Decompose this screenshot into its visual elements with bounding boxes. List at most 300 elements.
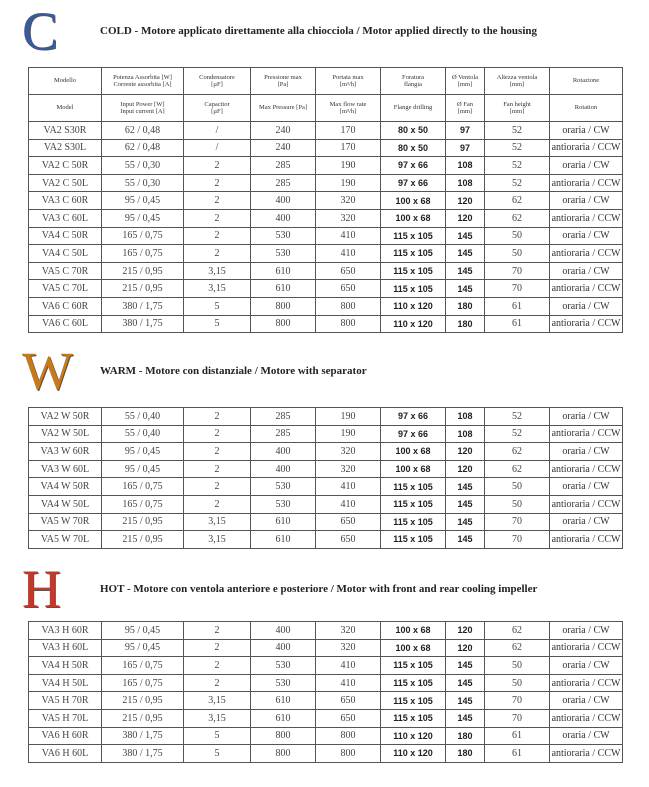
cell-fan-height: 61 [485, 745, 550, 763]
cell-max-pressure: 400 [251, 639, 316, 657]
table-row [29, 478, 623, 496]
cell-power-current: 215 / 0,95 [102, 709, 184, 727]
cell-fan-diameter: 145 [446, 692, 485, 710]
cell-max-flow: 650 [316, 531, 381, 549]
cell-model: VA4 H 50L [29, 674, 102, 692]
cell-flange-drilling: 97 x 66 [381, 425, 446, 443]
cell-max-pressure: 400 [251, 443, 316, 461]
cell-max-pressure: 530 [251, 227, 316, 245]
cell-power-current: 165 / 0,75 [102, 245, 184, 263]
header-flange-drilling: Flange drilling [381, 95, 446, 122]
cell-fan-height: 62 [485, 460, 550, 478]
header-model: Model [29, 95, 102, 122]
cell-max-flow: 190 [316, 174, 381, 192]
cell-fan-diameter: 108 [446, 174, 485, 192]
cell-flange-drilling: 100 x 68 [381, 443, 446, 461]
cell-power-current: 165 / 0,75 [102, 478, 184, 496]
cell-max-flow: 650 [316, 280, 381, 298]
cell-power-current: 165 / 0,75 [102, 227, 184, 245]
cell-max-flow: 650 [316, 262, 381, 280]
cell-power-current: 165 / 0,75 [102, 674, 184, 692]
cell-max-flow: 320 [316, 443, 381, 461]
header-capacitor: Capacitor [µF] [184, 95, 251, 122]
table-row [29, 657, 623, 675]
cell-max-pressure: 400 [251, 209, 316, 227]
cell-power-current: 95 / 0,45 [102, 639, 184, 657]
cell-max-pressure: 240 [251, 139, 316, 157]
cell-power-current: 165 / 0,75 [102, 495, 184, 513]
cell-rotation: antioraria / CCW [550, 531, 623, 549]
cell-max-flow: 410 [316, 227, 381, 245]
cell-fan-height: 50 [485, 478, 550, 496]
header-max-pressure: Pressione max [Pa] [251, 68, 316, 95]
cell-power-current: 95 / 0,45 [102, 443, 184, 461]
cell-fan-height: 70 [485, 709, 550, 727]
table-row [29, 408, 623, 426]
table-row [29, 297, 623, 315]
cell-flange-drilling: 100 x 68 [381, 460, 446, 478]
cell-max-pressure: 240 [251, 122, 316, 140]
cell-fan-diameter: 145 [446, 531, 485, 549]
cell-capacitor: 3,15 [184, 709, 251, 727]
cell-capacitor: 2 [184, 443, 251, 461]
cell-rotation: oraria / CW [550, 727, 623, 745]
cell-power-current: 55 / 0,40 [102, 425, 184, 443]
cell-flange-drilling: 100 x 68 [381, 622, 446, 640]
cell-fan-diameter: 145 [446, 513, 485, 531]
cell-fan-diameter: 145 [446, 245, 485, 263]
table-row [29, 513, 623, 531]
cell-power-current: 215 / 0,95 [102, 280, 184, 298]
cell-power-current: 55 / 0,30 [102, 157, 184, 175]
header-fan-height: Altezza ventola [mm] [485, 68, 550, 95]
cell-model: VA6 C 60L [29, 315, 102, 333]
cell-capacitor: / [184, 139, 251, 157]
cell-max-pressure: 610 [251, 513, 316, 531]
cell-fan-height: 61 [485, 297, 550, 315]
cell-rotation: antioraria / CCW [550, 495, 623, 513]
header-rotation: Rotazione [550, 68, 623, 95]
section-title: WARM - Motore con distanziale / Motore with separator [100, 365, 367, 377]
cell-fan-height: 70 [485, 513, 550, 531]
table-row [29, 622, 623, 640]
cell-max-pressure: 800 [251, 297, 316, 315]
table-row [29, 157, 623, 175]
cell-capacitor: 3,15 [184, 692, 251, 710]
cell-flange-drilling: 80 x 50 [381, 139, 446, 157]
cell-power-current: 215 / 0,95 [102, 531, 184, 549]
cell-fan-height: 62 [485, 192, 550, 210]
cell-capacitor: 2 [184, 674, 251, 692]
table-row [29, 674, 623, 692]
cell-model: VA4 C 50L [29, 245, 102, 263]
table-row [29, 209, 623, 227]
cell-model: VA6 H 60R [29, 727, 102, 745]
cell-rotation: antioraria / CCW [550, 709, 623, 727]
cell-flange-drilling: 115 x 105 [381, 657, 446, 675]
table-row [29, 315, 623, 333]
header-row-it [29, 68, 623, 95]
cell-fan-diameter: 145 [446, 709, 485, 727]
cell-fan-height: 50 [485, 674, 550, 692]
cell-max-pressure: 610 [251, 709, 316, 727]
header-fan-height: Fan height [mm] [485, 95, 550, 122]
cell-power-current: 55 / 0,40 [102, 408, 184, 426]
table-row [29, 727, 623, 745]
header-max-pressure: Max Pressure [Pa] [251, 95, 316, 122]
cell-model: VA2 W 50L [29, 425, 102, 443]
cell-capacitor: / [184, 122, 251, 140]
cell-fan-height: 52 [485, 157, 550, 175]
cell-fan-diameter: 145 [446, 495, 485, 513]
cell-power-current: 380 / 1,75 [102, 727, 184, 745]
section-letter: C [22, 1, 59, 61]
cell-capacitor: 3,15 [184, 531, 251, 549]
cell-power-current: 215 / 0,95 [102, 262, 184, 280]
cell-rotation: antioraria / CCW [550, 280, 623, 298]
cell-capacitor: 3,15 [184, 280, 251, 298]
cell-power-current: 62 / 0,48 [102, 139, 184, 157]
cell-fan-diameter: 108 [446, 157, 485, 175]
header-fan-diameter: Ø Ventola [mm] [446, 68, 485, 95]
cell-power-current: 380 / 1,75 [102, 297, 184, 315]
cell-power-current: 55 / 0,30 [102, 174, 184, 192]
cell-flange-drilling: 97 x 66 [381, 174, 446, 192]
cell-max-pressure: 530 [251, 478, 316, 496]
cell-rotation: oraria / CW [550, 262, 623, 280]
cell-model: VA5 C 70L [29, 280, 102, 298]
table-row [29, 245, 623, 263]
table-warm [28, 407, 623, 549]
cell-fan-diameter: 120 [446, 192, 485, 210]
cell-capacitor: 2 [184, 245, 251, 263]
cell-fan-height: 50 [485, 495, 550, 513]
table-row [29, 192, 623, 210]
cell-capacitor: 2 [184, 174, 251, 192]
cell-fan-diameter: 180 [446, 297, 485, 315]
cell-power-current: 165 / 0,75 [102, 657, 184, 675]
cell-max-flow: 410 [316, 495, 381, 513]
cell-capacitor: 2 [184, 622, 251, 640]
cell-max-pressure: 530 [251, 657, 316, 675]
cell-flange-drilling: 115 x 105 [381, 478, 446, 496]
cell-model: VA2 S30L [29, 139, 102, 157]
table-hot [28, 621, 623, 763]
cell-model: VA2 W 50R [29, 408, 102, 426]
cell-max-pressure: 400 [251, 622, 316, 640]
cell-flange-drilling: 110 x 120 [381, 727, 446, 745]
cell-rotation: antioraria / CCW [550, 315, 623, 333]
cell-model: VA2 C 50L [29, 174, 102, 192]
table-row [29, 262, 623, 280]
cell-rotation: antioraria / CCW [550, 139, 623, 157]
cell-capacitor: 2 [184, 408, 251, 426]
header-fan-diameter: Ø Fan [mm] [446, 95, 485, 122]
section-warm-header [22, 341, 367, 401]
cell-rotation: oraria / CW [550, 443, 623, 461]
table-row [29, 495, 623, 513]
cell-rotation: oraria / CW [550, 408, 623, 426]
cell-flange-drilling: 115 x 105 [381, 531, 446, 549]
cell-capacitor: 2 [184, 460, 251, 478]
cell-model: VA3 H 60R [29, 622, 102, 640]
cell-rotation: oraria / CW [550, 122, 623, 140]
cell-fan-height: 70 [485, 280, 550, 298]
cell-max-pressure: 285 [251, 157, 316, 175]
cell-max-flow: 190 [316, 425, 381, 443]
cell-max-flow: 410 [316, 478, 381, 496]
cell-power-current: 215 / 0,95 [102, 692, 184, 710]
cell-max-flow: 800 [316, 315, 381, 333]
header-rotation: Rotation [550, 95, 623, 122]
cell-max-pressure: 285 [251, 174, 316, 192]
cell-fan-height: 62 [485, 209, 550, 227]
cell-fan-diameter: 108 [446, 425, 485, 443]
cell-fan-diameter: 97 [446, 122, 485, 140]
cell-power-current: 380 / 1,75 [102, 315, 184, 333]
cell-max-flow: 650 [316, 692, 381, 710]
cell-max-flow: 320 [316, 192, 381, 210]
cell-max-flow: 800 [316, 727, 381, 745]
cell-fan-diameter: 120 [446, 209, 485, 227]
cell-model: VA6 C 60R [29, 297, 102, 315]
cell-flange-drilling: 100 x 68 [381, 192, 446, 210]
cell-fan-height: 50 [485, 245, 550, 263]
section-hot-header [22, 559, 538, 619]
cell-capacitor: 2 [184, 227, 251, 245]
cell-fan-diameter: 120 [446, 443, 485, 461]
cell-power-current: 95 / 0,45 [102, 460, 184, 478]
cell-capacitor: 5 [184, 297, 251, 315]
cell-max-pressure: 610 [251, 692, 316, 710]
table-row [29, 443, 623, 461]
cell-flange-drilling: 80 x 50 [381, 122, 446, 140]
cell-model: VA2 C 50R [29, 157, 102, 175]
cell-max-flow: 800 [316, 297, 381, 315]
cell-rotation: oraria / CW [550, 622, 623, 640]
cell-fan-diameter: 108 [446, 408, 485, 426]
cell-flange-drilling: 97 x 66 [381, 157, 446, 175]
cell-max-pressure: 610 [251, 262, 316, 280]
cell-max-flow: 320 [316, 622, 381, 640]
header-power-current: Potenza Assorbita [W] Corrente assorbita [A] [102, 68, 184, 95]
cell-rotation: oraria / CW [550, 657, 623, 675]
cell-max-flow: 320 [316, 209, 381, 227]
cell-capacitor: 2 [184, 209, 251, 227]
cell-flange-drilling: 115 x 105 [381, 674, 446, 692]
cell-rotation: antioraria / CCW [550, 209, 623, 227]
table-row [29, 227, 623, 245]
cell-fan-diameter: 120 [446, 460, 485, 478]
cell-model: VA5 W 70L [29, 531, 102, 549]
header-row-en [29, 95, 623, 122]
cell-power-current: 215 / 0,95 [102, 513, 184, 531]
cell-flange-drilling: 100 x 68 [381, 209, 446, 227]
cell-power-current: 95 / 0,45 [102, 192, 184, 210]
table-row [29, 174, 623, 192]
header-power-current: Input Power [W] Input current [A] [102, 95, 184, 122]
cell-capacitor: 2 [184, 425, 251, 443]
cell-power-current: 380 / 1,75 [102, 745, 184, 763]
cell-capacitor: 5 [184, 727, 251, 745]
cell-fan-height: 61 [485, 315, 550, 333]
cell-power-current: 95 / 0,45 [102, 209, 184, 227]
table-row [29, 280, 623, 298]
cell-capacitor: 2 [184, 192, 251, 210]
table-row [29, 425, 623, 443]
cell-model: VA5 H 70R [29, 692, 102, 710]
cell-power-current: 95 / 0,45 [102, 622, 184, 640]
cell-flange-drilling: 110 x 120 [381, 315, 446, 333]
cell-capacitor: 3,15 [184, 262, 251, 280]
cell-rotation: oraria / CW [550, 157, 623, 175]
cell-max-pressure: 610 [251, 531, 316, 549]
cell-max-flow: 170 [316, 122, 381, 140]
cell-model: VA3 H 60L [29, 639, 102, 657]
cell-flange-drilling: 115 x 105 [381, 495, 446, 513]
cell-max-flow: 190 [316, 157, 381, 175]
cell-rotation: oraria / CW [550, 692, 623, 710]
cell-fan-diameter: 120 [446, 622, 485, 640]
cell-flange-drilling: 115 x 105 [381, 692, 446, 710]
cell-rotation: antioraria / CCW [550, 674, 623, 692]
cell-power-current: 62 / 0,48 [102, 122, 184, 140]
cell-fan-diameter: 145 [446, 280, 485, 298]
cell-max-pressure: 530 [251, 495, 316, 513]
cell-model: VA2 S30R [29, 122, 102, 140]
cell-model: VA3 C 60L [29, 209, 102, 227]
cell-max-pressure: 400 [251, 460, 316, 478]
cell-max-pressure: 530 [251, 245, 316, 263]
cell-fan-height: 62 [485, 639, 550, 657]
cell-flange-drilling: 115 x 105 [381, 280, 446, 298]
cell-max-pressure: 800 [251, 315, 316, 333]
cell-flange-drilling: 100 x 68 [381, 639, 446, 657]
cell-model: VA4 C 50R [29, 227, 102, 245]
table-row [29, 692, 623, 710]
cell-flange-drilling: 115 x 105 [381, 513, 446, 531]
cell-model: VA5 H 70L [29, 709, 102, 727]
cell-max-flow: 320 [316, 460, 381, 478]
cell-fan-diameter: 145 [446, 657, 485, 675]
cell-rotation: antioraria / CCW [550, 639, 623, 657]
cell-fan-height: 52 [485, 408, 550, 426]
cell-model: VA3 W 60R [29, 443, 102, 461]
cell-fan-height: 52 [485, 139, 550, 157]
cell-flange-drilling: 115 x 105 [381, 227, 446, 245]
cell-model: VA4 W 50R [29, 478, 102, 496]
cell-capacitor: 5 [184, 315, 251, 333]
cell-max-pressure: 800 [251, 727, 316, 745]
cell-model: VA4 W 50L [29, 495, 102, 513]
table-cold [28, 67, 623, 333]
cell-flange-drilling: 97 x 66 [381, 408, 446, 426]
cell-model: VA3 C 60R [29, 192, 102, 210]
cell-rotation: oraria / CW [550, 297, 623, 315]
cell-max-flow: 320 [316, 639, 381, 657]
header-capacitor: Condensatore [µF] [184, 68, 251, 95]
cell-fan-height: 62 [485, 443, 550, 461]
cell-max-flow: 650 [316, 513, 381, 531]
cell-flange-drilling: 115 x 105 [381, 262, 446, 280]
cell-fan-height: 70 [485, 692, 550, 710]
cell-max-pressure: 400 [251, 192, 316, 210]
cell-capacitor: 2 [184, 639, 251, 657]
cell-max-pressure: 285 [251, 425, 316, 443]
cell-capacitor: 2 [184, 657, 251, 675]
cell-max-pressure: 530 [251, 674, 316, 692]
cell-max-flow: 410 [316, 674, 381, 692]
cell-fan-diameter: 145 [446, 262, 485, 280]
cell-max-pressure: 610 [251, 280, 316, 298]
header-flange-drilling: Foratura flangia [381, 68, 446, 95]
cell-flange-drilling: 115 x 105 [381, 709, 446, 727]
cell-max-flow: 410 [316, 245, 381, 263]
cell-fan-height: 52 [485, 174, 550, 192]
cell-max-flow: 170 [316, 139, 381, 157]
cell-fan-diameter: 180 [446, 745, 485, 763]
table-row [29, 531, 623, 549]
cell-fan-diameter: 180 [446, 727, 485, 745]
cell-model: VA5 C 70R [29, 262, 102, 280]
cell-rotation: antioraria / CCW [550, 460, 623, 478]
cell-fan-height: 52 [485, 425, 550, 443]
cell-rotation: oraria / CW [550, 227, 623, 245]
cell-fan-height: 62 [485, 622, 550, 640]
cell-fan-height: 50 [485, 657, 550, 675]
cell-rotation: antioraria / CCW [550, 245, 623, 263]
cell-max-pressure: 285 [251, 408, 316, 426]
cell-capacitor: 3,15 [184, 513, 251, 531]
cell-rotation: oraria / CW [550, 478, 623, 496]
cell-max-flow: 190 [316, 408, 381, 426]
table-row [29, 709, 623, 727]
cell-fan-diameter: 145 [446, 674, 485, 692]
cell-fan-height: 50 [485, 227, 550, 245]
cell-fan-diameter: 145 [446, 227, 485, 245]
cell-fan-diameter: 97 [446, 139, 485, 157]
cell-fan-diameter: 180 [446, 315, 485, 333]
cell-flange-drilling: 110 x 120 [381, 745, 446, 763]
cell-rotation: oraria / CW [550, 192, 623, 210]
header-model: Modello [29, 68, 102, 95]
cell-fan-height: 70 [485, 262, 550, 280]
cell-rotation: antioraria / CCW [550, 425, 623, 443]
header-max-flow: Max flow rate [m³/h] [316, 95, 381, 122]
section-letter: H [22, 559, 61, 619]
section-title: HOT - Motore con ventola anteriore e posteriore / Motor with front and rear cooling impeller [100, 583, 538, 595]
cell-fan-height: 52 [485, 122, 550, 140]
cell-max-flow: 650 [316, 709, 381, 727]
section-cold-header [22, 1, 538, 61]
cell-capacitor: 5 [184, 745, 251, 763]
cell-rotation: antioraria / CCW [550, 745, 623, 763]
cell-model: VA5 W 70R [29, 513, 102, 531]
table-row [29, 122, 623, 140]
table-row [29, 745, 623, 763]
cell-rotation: oraria / CW [550, 513, 623, 531]
table-row [29, 460, 623, 478]
cell-capacitor: 2 [184, 157, 251, 175]
cell-fan-diameter: 145 [446, 478, 485, 496]
cell-fan-height: 70 [485, 531, 550, 549]
header-max-flow: Portata max [m³/h] [316, 68, 381, 95]
cell-rotation: antioraria / CCW [550, 174, 623, 192]
cell-flange-drilling: 110 x 120 [381, 297, 446, 315]
section-title: COLD - Motore applicato direttamente alla chiocciola / Motor applied directly to the housing [100, 25, 538, 37]
cell-max-flow: 800 [316, 745, 381, 763]
cell-model: VA6 H 60L [29, 745, 102, 763]
